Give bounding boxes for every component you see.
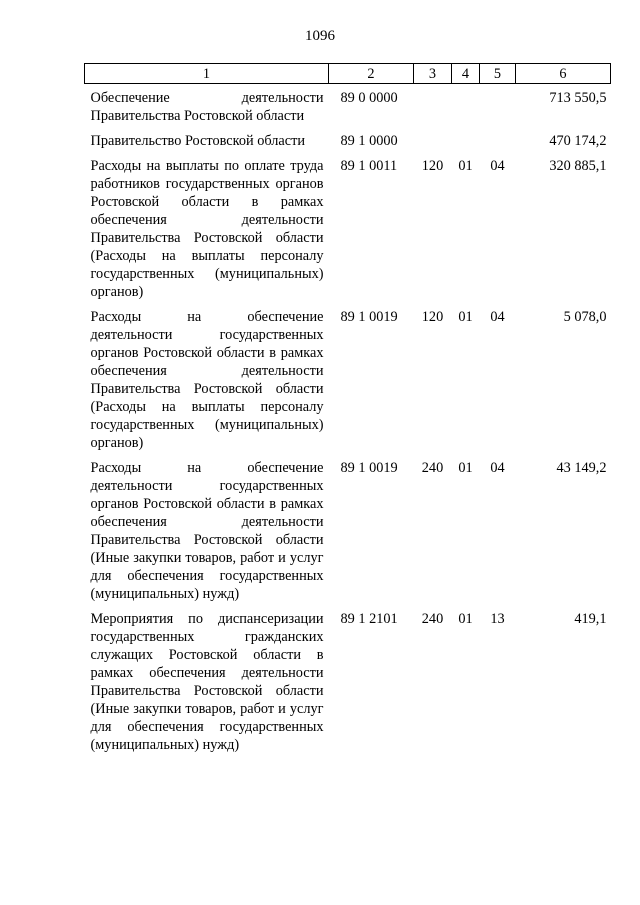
table-body <box>85 84 611 755</box>
row-amount: 43 149,2 <box>556 460 607 476</box>
table-header <box>85 64 611 84</box>
table-row <box>85 301 611 452</box>
row-amount: 5 078,0 <box>563 309 607 325</box>
row-target-code: 89 1 0011 <box>340 158 398 174</box>
row-subsection <box>480 84 516 126</box>
row-description: Мероприятия по диспансеризации государственных гражданских служащих Ростовской области в рамках обеспечения деятельности Правительства Ростовской области (Иные закупки товаров, работ и услуг для обеспечения государственных (муниципальных) нужд) <box>90 611 324 753</box>
row-section: 01 <box>458 611 473 627</box>
row-subsection: 13 <box>490 611 505 627</box>
row-expense-type <box>414 84 452 126</box>
column-header-2: 2 <box>329 64 414 84</box>
row-description: Правительство Ростовской области <box>90 133 305 149</box>
table-row <box>85 125 611 150</box>
budget-table <box>84 63 611 754</box>
column-header-3: 3 <box>414 64 452 84</box>
row-section: 01 <box>458 460 473 476</box>
row-description: Расходы на выплаты по оплате труда работников государственных органов Ростовской области в рамках обеспечения деятельности Правительства Ростовской области (Расходы на выплаты персоналу государственных (муниципальных) органов) <box>90 158 324 300</box>
row-subsection: 04 <box>490 309 505 325</box>
row-subsection: 04 <box>490 158 505 174</box>
header-row <box>85 64 611 84</box>
row-amount: 713 550,5 <box>549 90 607 106</box>
row-section: 01 <box>458 309 473 325</box>
row-expense-type: 120 <box>421 158 444 174</box>
column-header-5: 5 <box>480 64 516 84</box>
column-header-1: 1 <box>85 64 329 84</box>
page-number: 1096 <box>305 28 335 44</box>
row-expense-type: 240 <box>421 460 444 476</box>
row-target-code: 89 1 2101 <box>340 611 398 627</box>
table-row <box>85 84 611 126</box>
row-description: Расходы на обеспечение деятельности государственных органов Ростовской области в рамках обеспечения деятельности Правительства Ростовской области (Иные закупки товаров, работ и услуг для обеспечения государственных (муниципальных) нужд) <box>90 460 324 602</box>
row-section: 01 <box>458 158 473 174</box>
row-target-code: 89 1 0019 <box>340 460 398 476</box>
row-section <box>452 84 480 126</box>
row-expense-type <box>414 125 452 150</box>
row-description: Расходы на обеспечение деятельности государственных органов Ростовской области в рамках обеспечения деятельности Правительства Ростовской области (Расходы на выплаты персоналу государственных (муниципальных) органов) <box>90 309 324 451</box>
row-subsection: 04 <box>490 460 505 476</box>
row-subsection <box>480 125 516 150</box>
column-header-6: 6 <box>516 64 611 84</box>
row-description: Обеспечение деятельности Правительства Ростовской области <box>90 90 324 124</box>
row-target-code: 89 0 0000 <box>340 90 398 106</box>
row-amount: 470 174,2 <box>549 133 607 149</box>
table-row <box>85 603 611 754</box>
row-amount: 320 885,1 <box>549 158 607 174</box>
row-amount: 419,1 <box>574 611 607 627</box>
row-target-code: 89 1 0000 <box>340 133 398 149</box>
column-header-4: 4 <box>452 64 480 84</box>
row-section <box>452 125 480 150</box>
row-target-code: 89 1 0019 <box>340 309 398 325</box>
table-row <box>85 452 611 603</box>
table-row <box>85 150 611 301</box>
row-expense-type: 120 <box>421 309 444 325</box>
row-expense-type: 240 <box>421 611 444 627</box>
